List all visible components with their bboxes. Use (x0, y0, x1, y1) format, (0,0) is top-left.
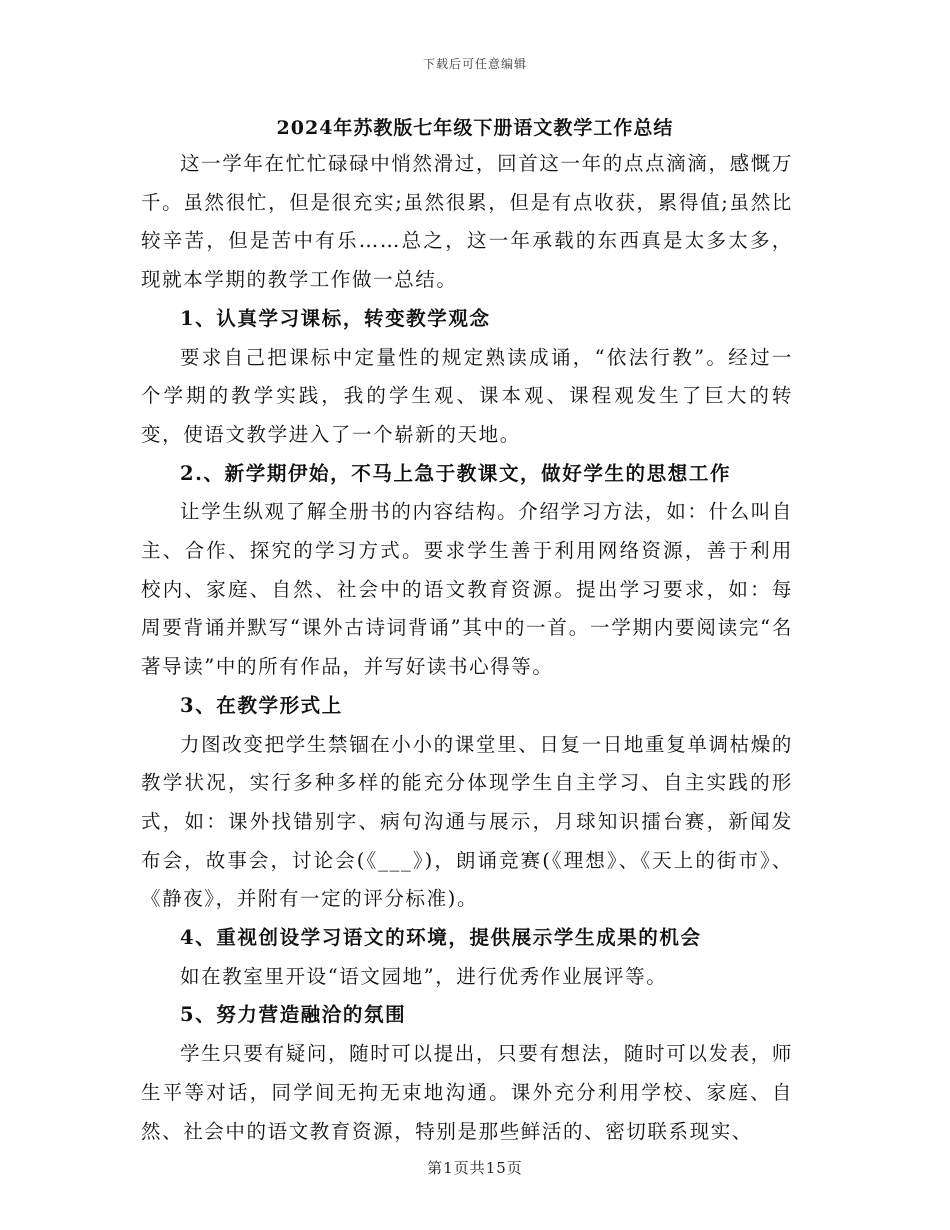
header-note: 下载后可任意编辑 (422, 57, 527, 71)
body-paragraph: 要求自己把课标中定量性的规定熟读成诵，“依法行教”。经过一个学期的教学实践，我的学生观、课本观、课程观发生了巨大的转变，使语文教学进入了一个崭新的天地。 (141, 345, 793, 446)
section-heading: 5、努力营造融洽的氛围 (180, 1003, 407, 1027)
page-number: 第1页共15页 (427, 1159, 523, 1177)
section-heading: 4、重视创设学习语文的环境，提供展示学生成果的机会 (180, 926, 702, 950)
section-heading: 2.、新学期伊始，不马上急于教课文，做好学生的思想工作 (180, 461, 732, 485)
body-paragraph: 如在教室里开设“语文园地”，进行优秀作业展评等。 (180, 964, 668, 988)
section-heading: 3、在教学形式上 (180, 693, 343, 717)
body-paragraph: 力图改变把学生禁锢在小小的课堂里、日复一日地重复单调枯燥的教学状况，实行多种多样的能充分体现学生自主学习、自主实践的形式，如：课外找错别字、病句沟通与展示，月球知识擂台赛，新闻发布会，故事会，讨论会(《___》)，朗诵竞赛(《理想》、《天上的街市》、《静夜》，并附有一定的评分标准)。 (141, 732, 793, 911)
document-body (141, 145, 793, 1151)
body-paragraph: 让学生纵观了解全册书的内容结构。介绍学习方法，如：什么叫自主、合作、探究的学习方式。要求学生善于利用网络资源，善于利用校内、家庭、自然、社会中的语文教育资源。提出学习要求，如：每周要背诵并默写“课外古诗词背诵”其中的一首。一学期内要阅读完“名著导读”中的所有作品，并写好读书心得等。 (141, 500, 793, 679)
body-paragraph: 这一学年在忙忙碌碌中悄然滑过，回首这一年的点点滴滴，感慨万千。虽然很忙，但是很充实;虽然很累，但是有点收获，累得值;虽然比较辛苦，但是苦中有乐……总之，这一年承载的东西真是太多太多，现就本学期的教学工作做一总结。 (141, 152, 793, 292)
section-heading: 1、认真学习课标，转变教学观念 (180, 306, 491, 330)
body-paragraph: 学生只要有疑问，随时可以提出，只要有想法，随时可以发表，师生平等对话，同学间无拘无束地沟通。课外充分利用学校、家庭、自然、社会中的语文教育资源，特别是那些鲜活的、密切联系现实、 (141, 1042, 793, 1143)
document-title: 2024年苏教版七年级下册语文教学工作总结 (276, 117, 674, 139)
